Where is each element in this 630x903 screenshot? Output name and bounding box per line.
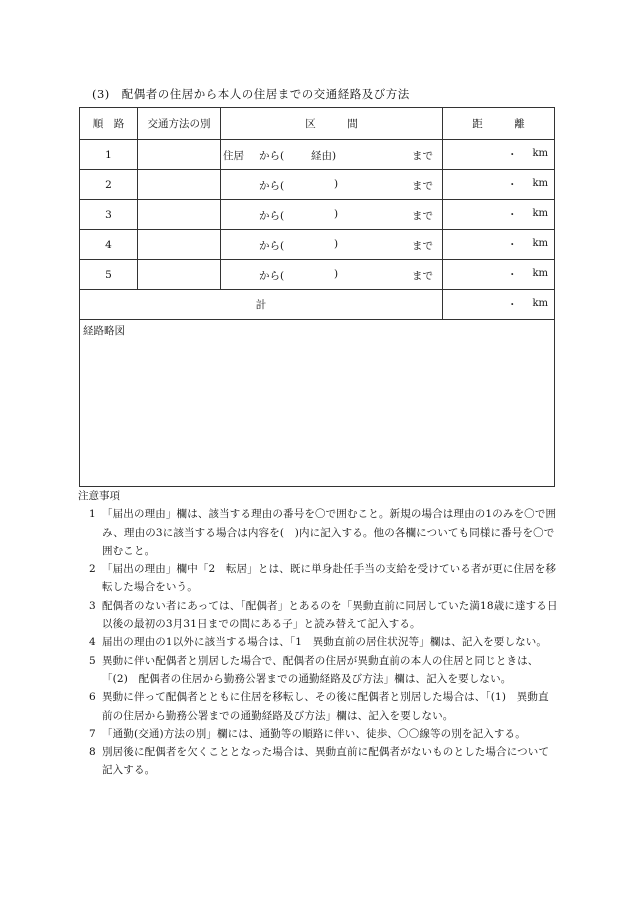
note-text: 別居後に配偶者を欠くこととなった場合は、異動直前に配偶者がないものとした場合について記入する。: [102, 746, 550, 777]
note-text: 「届出の理由」欄は、該当する理由の番号を〇で囲むこと。新規の場合は理由の1のみを〇で囲み、理由の3に該当する場合は内容を( )内に記入する。他の各欄についても同様に番号を〇で囲むこと。: [102, 508, 557, 557]
table-row: [80, 200, 555, 230]
note-text: 異動に伴い配偶者と別居した場合で、配偶者の住居が異動直前の本人の住居と同じときは、「(2) 配偶者の住居から勤務公署までの通勤経路及び方法」欄は、記入を要しない。: [102, 654, 539, 685]
note-text: 配偶者のない者にあっては、「配偶者」とあるのを「異動直前に同居していた満18歳に達する日以後の最初の3月31日までの間にある子」と読み替えて記入する。: [102, 599, 558, 631]
section-kara: から(: [259, 150, 285, 162]
route-diagram-area[interactable]: [80, 320, 555, 487]
section-field[interactable]: [221, 230, 443, 260]
distance-field[interactable]: [443, 140, 555, 170]
total-distance-field[interactable]: [443, 290, 555, 320]
note-number: 7: [89, 727, 96, 740]
distance-field[interactable]: [443, 230, 555, 260]
section-field[interactable]: [221, 170, 443, 200]
distance-unit: km: [532, 208, 548, 219]
row-order: 2: [80, 170, 138, 200]
notes-title: 注意事項: [78, 490, 120, 502]
method-field[interactable]: [138, 170, 221, 200]
note-item: [78, 725, 558, 743]
section-close: ): [334, 238, 339, 250]
row-order: 1: [80, 140, 138, 170]
method-field[interactable]: [138, 260, 221, 290]
distance-dot: ・: [507, 149, 518, 161]
diagram-label: 経路略図: [83, 325, 125, 337]
header-distance: 距 離: [443, 108, 555, 140]
distance-field[interactable]: [443, 170, 555, 200]
distance-unit: km: [532, 268, 548, 279]
header-section: 区 間: [221, 108, 443, 140]
note-item: [78, 633, 558, 651]
note-text: 届出の理由の1以外に該当する場合は、「1 異動直前の居住状況等」欄は、記入を要しない。: [102, 636, 548, 649]
header-method: 交通方法の別: [138, 108, 221, 140]
note-number: 1: [89, 508, 96, 521]
row-order: 4: [80, 230, 138, 260]
note-number: 8: [89, 746, 96, 759]
diagram-row: [80, 320, 555, 487]
note-text: 「通勤(交通)方法の別」欄には、通勤等の順路に伴い、徒歩、〇〇線等の別を記入する。: [102, 727, 526, 740]
row-order: 3: [80, 200, 138, 230]
note-number: 6: [89, 691, 96, 704]
section-made: まで: [412, 150, 433, 162]
note-item: [78, 652, 558, 689]
note-item: [78, 743, 558, 780]
section-made: まで: [412, 210, 433, 222]
section-kara: から(: [259, 210, 285, 222]
total-row: [80, 290, 555, 320]
distance-field[interactable]: [443, 200, 555, 230]
table-header-row: [80, 108, 555, 140]
note-number: 2: [89, 563, 96, 576]
note-number: 4: [89, 636, 96, 649]
section-made: まで: [412, 270, 433, 282]
table-row: [80, 140, 555, 170]
notes-section: [78, 487, 558, 780]
section-title: (3) 配偶者の住居から本人の住居までの交通経路及び方法: [92, 87, 410, 101]
section-close: ): [334, 208, 339, 220]
section-kara: から(: [259, 180, 285, 192]
section-field[interactable]: [221, 200, 443, 230]
note-item: [78, 688, 558, 725]
method-field[interactable]: [138, 140, 221, 170]
route-table: [79, 107, 555, 487]
row-order: 5: [80, 260, 138, 290]
distance-field[interactable]: [443, 260, 555, 290]
note-number: 3: [89, 599, 96, 612]
distance-unit: km: [532, 178, 548, 189]
note-item: [78, 597, 558, 634]
section-kara: から(: [259, 270, 285, 282]
note-item: [78, 505, 558, 560]
distance-dot: ・: [507, 239, 518, 251]
note-text: 「届出の理由」欄中「2 転居」とは、既に単身赴任手当の支給を受けている者が更に住居を移転した場合をいう。: [102, 563, 557, 594]
section-close: ): [334, 268, 339, 280]
distance-dot: ・: [507, 179, 518, 191]
distance-unit: km: [532, 238, 548, 249]
section-made: まで: [412, 240, 433, 252]
section-start: 住居: [223, 150, 244, 162]
header-order: 順 路: [80, 108, 138, 140]
section-field[interactable]: [221, 140, 443, 170]
method-field[interactable]: [138, 230, 221, 260]
distance-unit: km: [532, 148, 548, 159]
distance-dot: ・: [507, 269, 518, 281]
note-item: [78, 560, 558, 597]
table-row: [80, 170, 555, 200]
note-text: 異動に伴って配偶者とともに住居を移転し、その後に配偶者と別居した場合は、「(1) 異動直前の住居から勤務公署までの通勤経路及び方法」欄は、記入を要しない。: [102, 691, 549, 722]
section-kara: から(: [259, 240, 285, 252]
method-field[interactable]: [138, 200, 221, 230]
section-via: 経由): [311, 150, 337, 162]
table-row: [80, 230, 555, 260]
section-close: ): [334, 178, 339, 190]
distance-dot: ・: [507, 209, 518, 221]
section-made: まで: [412, 180, 433, 192]
total-unit: km: [532, 298, 548, 309]
total-label: 計: [80, 290, 443, 320]
total-dot: ・: [507, 299, 518, 311]
note-number: 5: [89, 654, 96, 667]
table-row: [80, 260, 555, 290]
section-field[interactable]: [221, 260, 443, 290]
